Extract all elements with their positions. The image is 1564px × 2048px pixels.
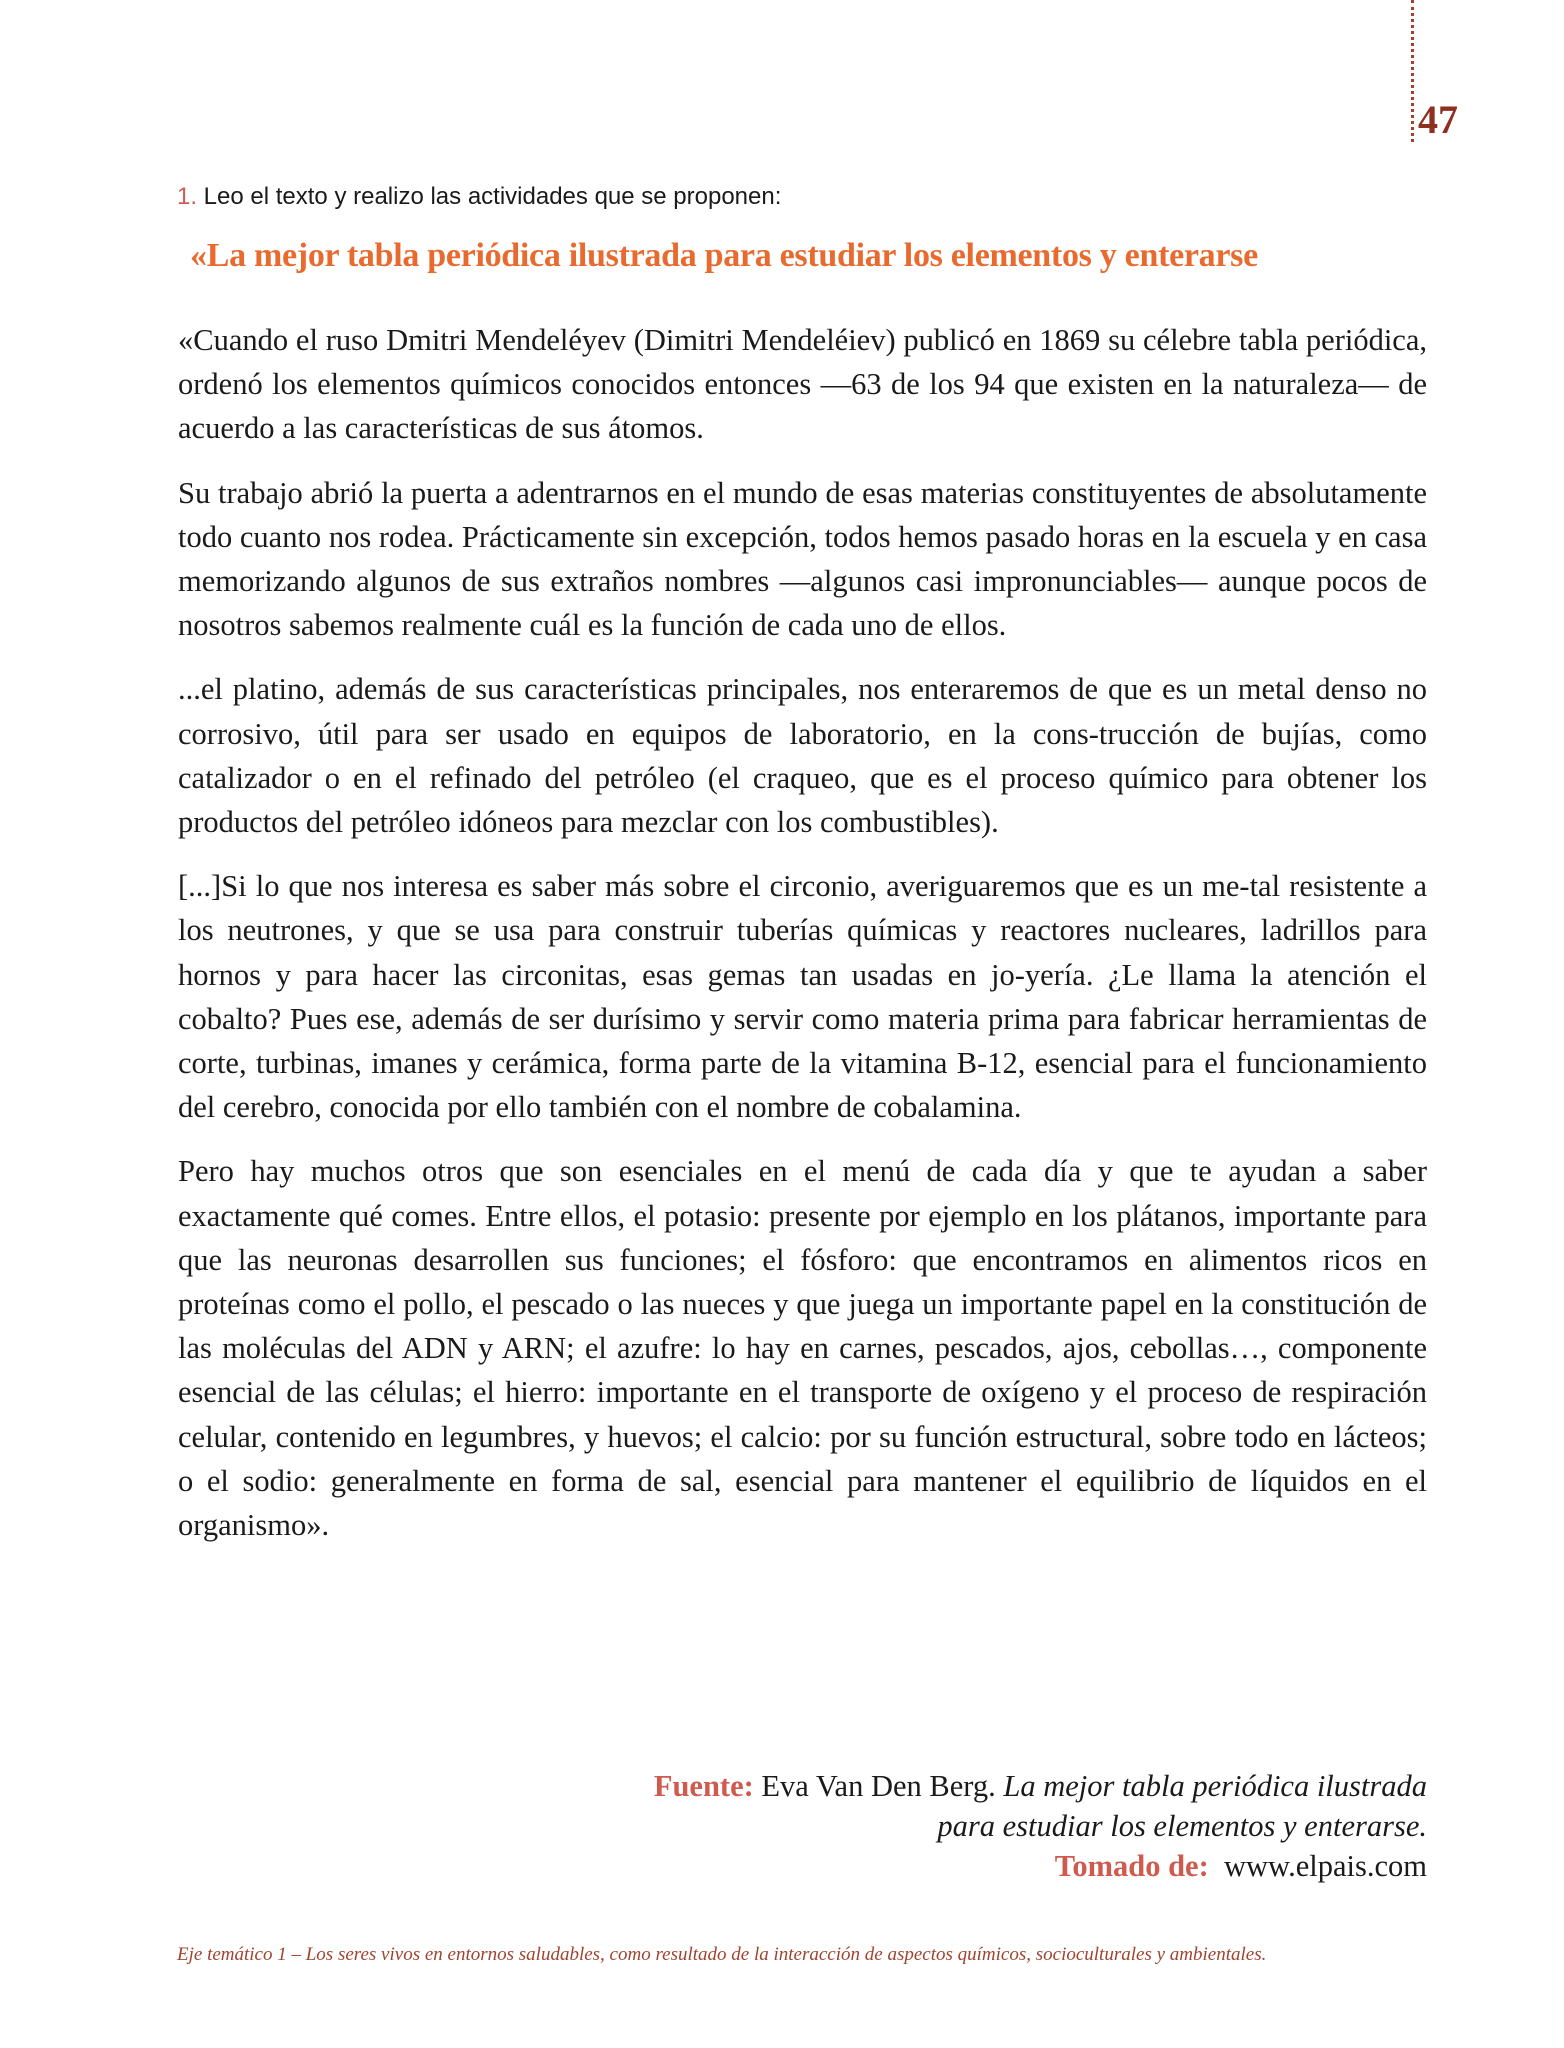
fuente-label: Fuente: [653, 1769, 754, 1803]
page-footer-theme: Eje temático 1 – Los seres vivos en entornos saludables, como resultado de la interacción de aspectos químicos, socioculturales y ambientales. [177, 1944, 1267, 1965]
article-paragraph: Pero hay muchos otros que son esenciales en el menú de cada día y que te ayudan a saber exactamente qué comes. Entre ellos, el potasio: presente por ejemplo en los plátanos, importante para que las neuronas desarrollen sus funciones; el fósforo: que encontramos en alimentos ricos en proteínas como el pollo, el pescado o las nueces y que juega un importante papel en la constitución de las moléculas del ADN y ARN; el azufre: lo hay en carnes, pescados, ajos, cebollas…, componente esencial de las células; el hierro: importante en el transporte de oxígeno y el proceso de respiración celular, contenido en legumbres, y huevos; el calcio: por su función estructural, sobre todo en lácteos; o el sodio: generalmente en forma de sal, esencial para mantener el equilibrio de líquidos en el organismo». [178, 1154, 1427, 1543]
article-paragraph: ...el platino, además de sus características principales, nos enteraremos de que es un metal denso no corrosivo, útil para ser usado en equipos de laboratorio, en la cons-trucción de bujías, como catalizador o en el refinado del petróleo (el craqueo, que es el proceso químico para obtener los productos del petróleo idóneos para mezclar con los combustibles). [178, 672, 1427, 840]
article-body [178, 318, 1427, 1567]
source-work-title-line2: para estudiar los elementos y enterarse. [937, 1809, 1427, 1843]
article-paragraph: Su trabajo abrió la puerta a adentrarnos en el mundo de esas materias constituyentes de absolutamente todo cuanto nos rodea. Prácticamente sin excepción, todos hemos pasado horas en la escuela y en casa memorizando algunos de sus extraños nombres —algunos casi impronunciables— aunque pocos de nosotros sabemos realmente cuál es la función de cada uno de ellos. [178, 475, 1427, 643]
activity-instruction-text: Leo el texto y realizo las actividades que se proponen: [197, 183, 782, 210]
source-line-1 [427, 1766, 1427, 1806]
page-margin-dotted-rule [1411, 0, 1414, 142]
source-citation [427, 1766, 1427, 1886]
source-url: www.elpais.com [1208, 1849, 1427, 1883]
activity-number: 1. [177, 183, 198, 210]
source-work-title-line1: La mejor tabla periódica ilustrada [1003, 1769, 1427, 1803]
tomado-de-label: Tomado de: [1054, 1849, 1209, 1883]
page-number: 47 [1418, 97, 1458, 142]
article-paragraph: [...]Si lo que nos interesa es saber más sobre el circonio, averiguaremos que es un me-tal resistente a los neutrones, y que se usa para construir tuberías químicas y reactores nucleares, ladrillos para hornos y para hacer las circonitas, esas gemas tan usadas en jo-yería. ¿Le llama la atención el cobalto? Pues ese, además de ser durísimo y servir como materia prima para fabricar herramientas de corte, turbinas, imanes y cerámica, forma parte de la vitamina B-12, esencial para el funcionamiento del cerebro, conocida por ello también con el nombre de cobalamina. [178, 869, 1427, 1125]
source-author: Eva Van Den Berg. [753, 1769, 1004, 1803]
activity-instruction [177, 183, 781, 212]
article-title: «La mejor tabla periódica ilustrada para estudiar los elementos y enterarse [190, 237, 1258, 274]
source-line-3 [427, 1846, 1427, 1886]
article-paragraph: «Cuando el ruso Dmitri Mendeléyev (Dimitri Mendeléiev) publicó en 1869 su célebre tabla periódica, ordenó los elementos químicos conocidos entonces —63 de los 94 que existen en la naturaleza— de acuerdo a las características de sus átomos. [178, 323, 1427, 446]
